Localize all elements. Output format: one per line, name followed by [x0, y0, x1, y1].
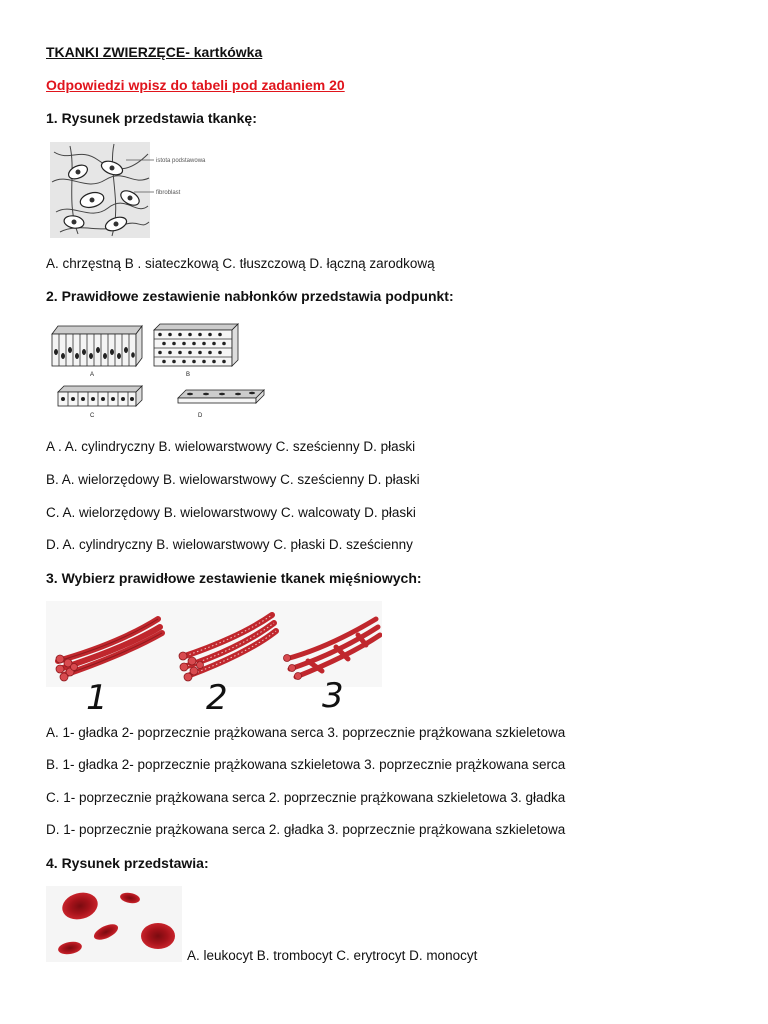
epithelium-label-d: D — [198, 413, 203, 419]
question-2-option-a: A . A. cylindryczny B. wielowarstwowy C. sześcienny D. płaski — [46, 439, 416, 454]
epithelium-label-c: C — [90, 413, 95, 419]
muscle-tissue-figure — [46, 601, 382, 711]
question-2-option-b: B. A. wielorzędowy B. wielowarstwowy C. sześcienny D. płaski — [46, 472, 420, 487]
connective-tissue-figure — [50, 142, 210, 238]
question-3-option-c: C. 1- poprzecznie prążkowana serca 2. poprzecznie prążkowana szkieletowa 3. gładka — [46, 790, 566, 805]
figure-label-fibroblast: fibroblast — [156, 190, 181, 196]
blood-cells-figure — [46, 886, 182, 962]
muscle-label-2: 2 — [206, 678, 228, 711]
epithelium-label-a: A — [90, 372, 95, 378]
question-2-option-c: C. A. wielorzędowy B. wielowarstwowy C. walcowaty D. płaski — [46, 505, 416, 520]
epithelium-b-drawing — [154, 324, 238, 366]
muscle-label-3: 3 — [322, 676, 344, 711]
question-2: 2. Prawidłowe zestawienie nabłonków przedstawia podpunkt: — [46, 288, 454, 304]
epithelium-label-b: B — [186, 372, 191, 378]
question-4: 4. Rysunek przedstawia: — [46, 855, 209, 871]
epithelium-figure — [50, 320, 272, 424]
question-1-answers: A. chrzęstną B . siateczkową C. tłuszczową D. łączną zarodkową — [46, 256, 435, 271]
muscle-label-1: 1 — [86, 678, 108, 711]
figure-label-ground-substance: istota podstawowa — [156, 158, 206, 164]
epithelium-c-drawing — [58, 386, 142, 406]
question-4-answers: A. leukocyt B. trombocyt C. erytrocyt D. monocyt — [187, 948, 478, 963]
question-1: 1. Rysunek przedstawia tkankę: — [46, 110, 257, 126]
page-title: TKANKI ZWIERZĘCE- kartkówka — [46, 44, 263, 60]
epithelium-d-drawing — [178, 390, 264, 403]
epithelium-a-drawing — [52, 326, 142, 366]
question-2-option-d: D. A. cylindryczny B. wielowarstwowy C. płaski D. sześcienny — [46, 537, 413, 552]
instruction-text: Odpowiedzi wpisz do tabeli pod zadaniem 20 — [46, 77, 345, 93]
question-3-option-b: B. 1- gładka 2- poprzecznie prążkowana szkieletowa 3. poprzecznie prążkowana serca — [46, 757, 566, 772]
question-3-option-a: A. 1- gładka 2- poprzecznie prążkowana serca 3. poprzecznie prążkowana szkieletowa — [46, 725, 566, 740]
question-3: 3. Wybierz prawidłowe zestawienie tkanek mięśniowych: — [46, 570, 422, 586]
question-3-option-d: D. 1- poprzecznie prążkowana serca 2. gładka 3. poprzecznie prążkowana szkieletowa — [46, 822, 566, 837]
